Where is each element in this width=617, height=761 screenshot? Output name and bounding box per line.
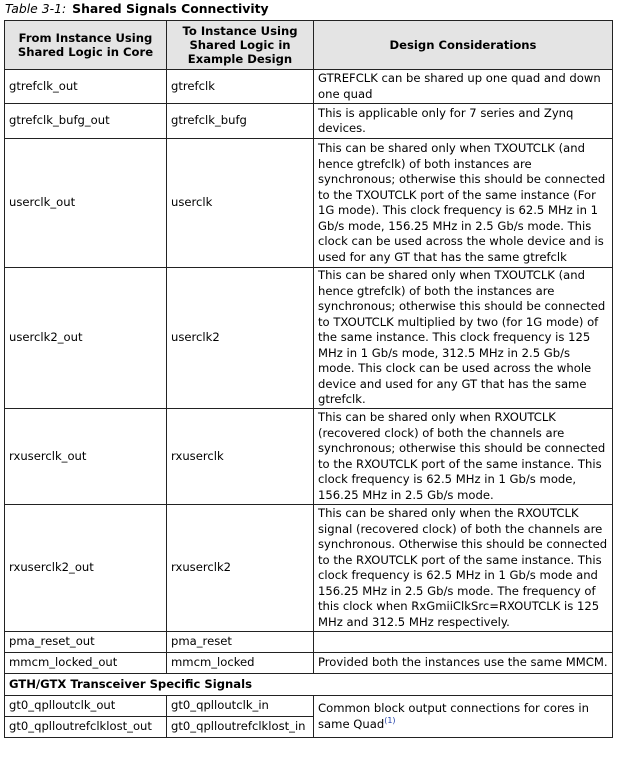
table-caption	[5, 0, 269, 20]
table-row	[5, 409, 613, 505]
to-cell: rxuserclk2	[167, 505, 314, 632]
design-cell: GTREFCLK can be shared up one quad and down one quad	[314, 70, 613, 104]
from-cell: gtrefclk_out	[5, 70, 167, 104]
section-row	[5, 674, 613, 696]
design-cell: This can be shared only when the RXOUTCLK signal (recovered clock) of both the channels are synchronous. Otherwise this should be connected to the RXOUTCLK port of the same instance. This clock frequency is 62.5 MHz in 1 Gb/s mode and 156.25 MHz in 2.5 Gb/s mode. The frequency of this clock when RxGmiiClkSrc=RXOUTCLK is 125 MHz and 312.5 MHz respectively.	[314, 505, 613, 632]
header-design-considerations: Design Considerations	[314, 21, 613, 70]
from-cell: gt0_qplloutclk_out	[5, 696, 167, 717]
table-row	[5, 70, 613, 104]
table-title: Shared Signals Connectivity	[72, 1, 269, 16]
design-cell: This is applicable only for 7 series and Zynq devices.	[314, 104, 613, 139]
shared-signals-table	[4, 20, 613, 738]
section-heading: GTH/GTX Transceiver Specific Signals	[5, 674, 613, 696]
table-row	[5, 632, 613, 653]
from-cell: rxuserclk2_out	[5, 505, 167, 632]
table-row	[5, 653, 613, 674]
design-cell	[314, 696, 613, 738]
design-cell: This can be shared only when TXOUTCLK (and hence gtrefclk) of both instances are synchronous; otherwise this should be connected to the TXOUTCLK port of the same instance (For 1G mode). This clock frequency is 62.5 MHz in 1 Gb/s mode, 156.25 MHz in 2.5 Gb/s mode. This clock can be used across the whole device and is used for any GT that has the same gtrefclk	[314, 139, 613, 268]
table-row	[5, 268, 613, 409]
table-row	[5, 696, 613, 717]
gt-design-text: Common block output connections for cores in same Quad	[318, 701, 589, 731]
footnote-ref[interactable]: (1)	[384, 715, 396, 725]
to-cell: userclk2	[167, 268, 314, 409]
header-from-instance: From Instance Using Shared Logic in Core	[5, 21, 167, 70]
to-cell: mmcm_locked	[167, 653, 314, 674]
table-row	[5, 505, 613, 632]
to-cell: userclk	[167, 139, 314, 268]
header-to-instance: To Instance Using Shared Logic in Example Design	[167, 21, 314, 70]
design-cell: This can be shared only when TXOUTCLK (and hence gtrefclk) of both the instances are synchronous; otherwise this should be connected to TXOUTCLK multiplied by two (for 1G mode) of the same instance. This clock frequency is 125 MHz in 1 Gb/s mode, 312.5 MHz in 2.5 Gb/s mode. This clock can be used across the whole device and used for any GT that has the same gtrefclk.	[314, 268, 613, 409]
design-cell	[314, 632, 613, 653]
to-cell: gt0_qplloutrefclklost_in	[167, 717, 314, 738]
table-row	[5, 104, 613, 139]
to-cell: gt0_qplloutclk_in	[167, 696, 314, 717]
from-cell: mmcm_locked_out	[5, 653, 167, 674]
from-cell: pma_reset_out	[5, 632, 167, 653]
to-cell: pma_reset	[167, 632, 314, 653]
from-cell: gt0_qplloutrefclklost_out	[5, 717, 167, 738]
design-cell: This can be shared only when RXOUTCLK (recovered clock) of both the channels are synchronous; otherwise this should be connected to the RXOUTCLK port of the same instance. This clock frequency is 62.5 MHz in 1 Gb/s mode, 156.25 MHz in 2.5 Gb/s mode.	[314, 409, 613, 505]
from-cell: userclk2_out	[5, 268, 167, 409]
from-cell: userclk_out	[5, 139, 167, 268]
to-cell: gtrefclk	[167, 70, 314, 104]
table-number: Table 3-1:	[5, 1, 67, 16]
table-row	[5, 139, 613, 268]
from-cell: rxuserclk_out	[5, 409, 167, 505]
to-cell: gtrefclk_bufg	[167, 104, 314, 139]
design-cell: Provided both the instances use the same MMCM.	[314, 653, 613, 674]
from-cell: gtrefclk_bufg_out	[5, 104, 167, 139]
to-cell: rxuserclk	[167, 409, 314, 505]
